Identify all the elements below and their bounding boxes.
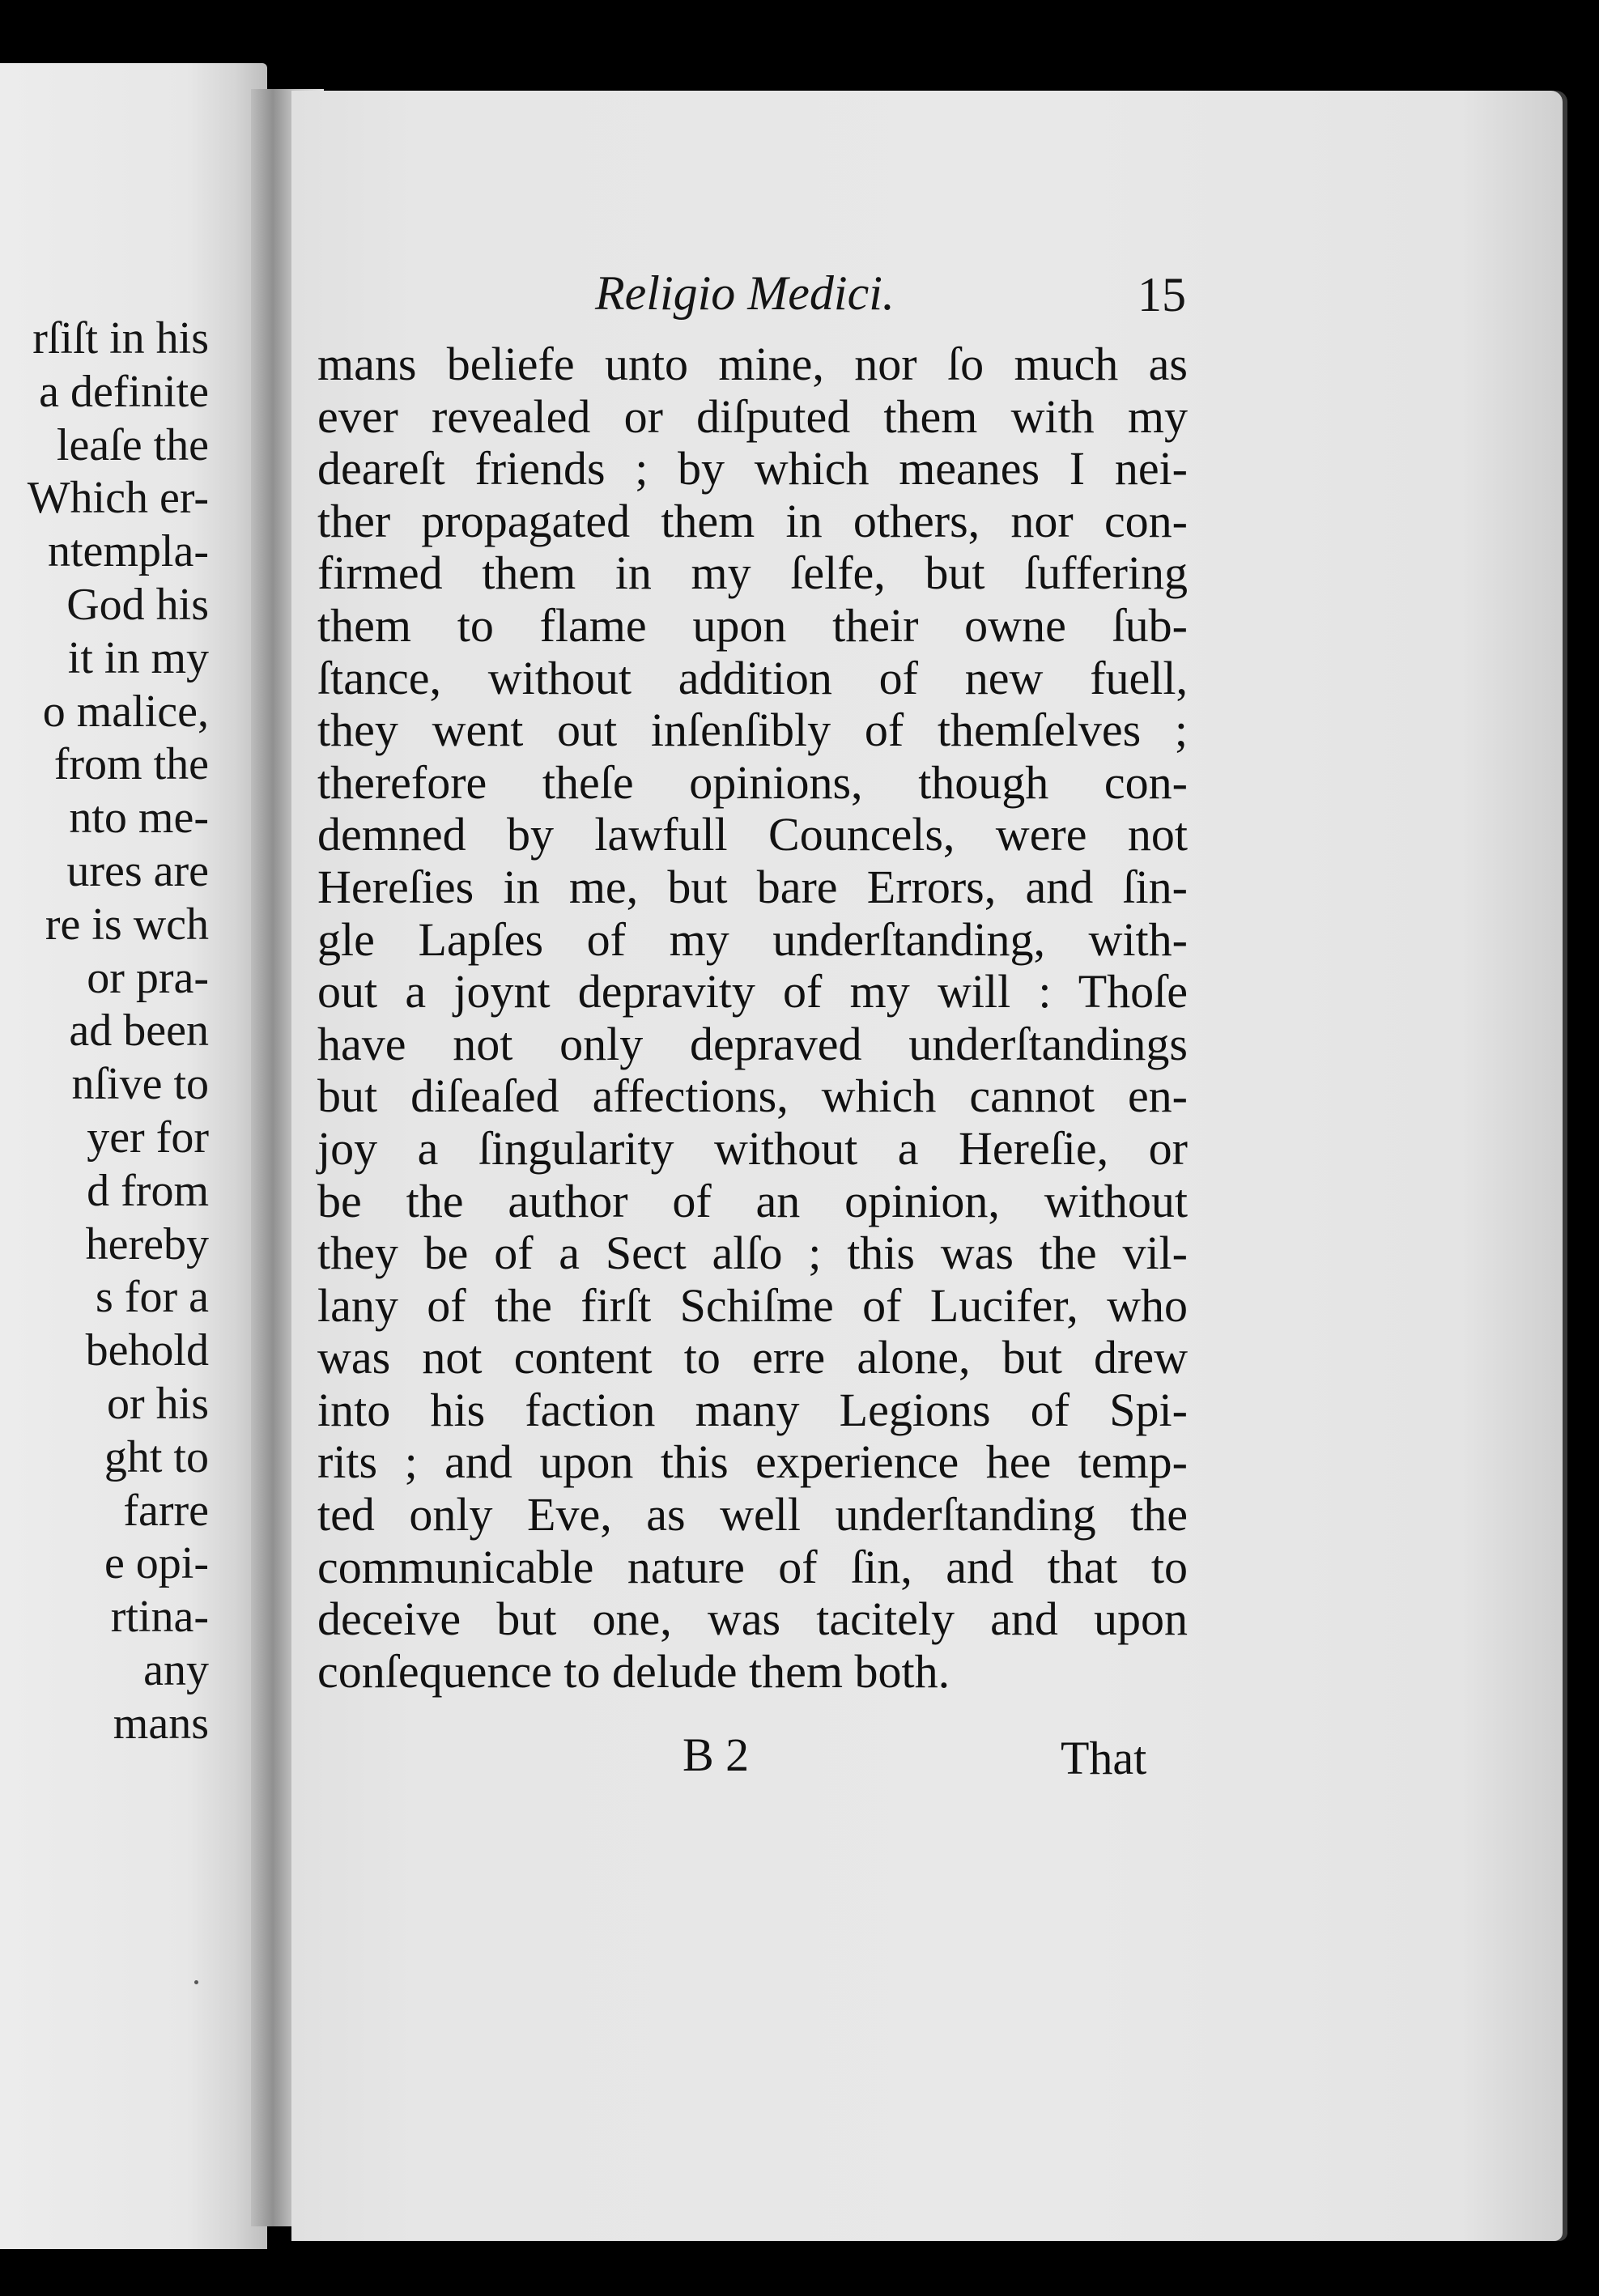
body-line: demned by lawfull Councels, were not [317,808,1188,861]
body-line: them to flame upon their owne ſub- [317,598,1188,652]
body-line: Hereſies in me, but bare Errors, and ſin- [317,860,1188,913]
body-line: rits ; and upon this experience hee temp- [317,1435,1188,1489]
left-line: d from [87,1165,209,1216]
body-line: be the author of an opinion, without [317,1174,1188,1227]
left-line: nto me- [69,793,209,844]
left-facing-page [0,63,267,2249]
body-line: out a joynt depravity of my will : Thoſe [317,965,1188,1018]
left-line: or pra- [87,952,209,1003]
left-line: re is wch [45,899,209,950]
left-line: s for a [96,1272,209,1323]
signature-mark: B 2 [683,1728,750,1781]
left-line: from the [53,739,209,790]
left-line: behold [85,1325,209,1376]
body-line: ever revealed or diſputed them with my [317,389,1188,443]
left-line: ght to [104,1431,209,1482]
left-line: rtina- [110,1592,209,1643]
catchword: That [1061,1732,1147,1784]
left-line: ad been [69,1006,209,1057]
body-line: was not content to erre alone, but drew [317,1331,1188,1384]
running-head: Religio Medici. [595,266,895,320]
left-line: any [143,1644,209,1695]
body-line: ſtance, without addition of new fuell, [317,651,1188,704]
body-line: deceive but one, was tacitely and upon [317,1592,1188,1646]
left-line: leaſe the [56,419,209,470]
left-line: ntempla- [47,526,209,577]
body-line: joy a ſingularity without a Hereſie, or [317,1121,1188,1175]
body-line: they be of a Sect alſo ; this was the vil- [317,1227,1188,1280]
left-line: ures are [66,845,209,896]
page-speck [194,1980,198,1984]
left-line: o malice, [42,686,209,737]
body-line: but diſeaſed affections, which cannot en- [317,1069,1188,1123]
left-line: a definite [39,366,209,417]
body-line: mans beliefe unto mine, nor ſo much as [317,338,1188,390]
left-line: yer for [87,1112,209,1163]
left-line: farre [123,1485,209,1536]
left-line: God his [66,579,209,630]
left-line: it in my [67,632,209,683]
body-line: have not only depraved underſtandings [317,1017,1188,1070]
page-number: 15 [1138,268,1186,321]
body-line: firmed them in my ſelfe, but ſuffering [317,546,1188,600]
body-line: communicable nature of ſin, and that to [317,1540,1188,1593]
page-body-text [317,338,1188,1698]
left-line: or his [107,1378,209,1429]
left-line: nſive to [71,1059,209,1110]
left-line: hereby [85,1218,209,1269]
body-line: conſequence to delude them both. [317,1644,950,1698]
body-line: ted only Eve, as well underſtanding the [317,1488,1188,1541]
body-line: into his faction many Legions of Spi- [317,1383,1188,1436]
left-line: mans [113,1698,209,1749]
left-line: e opi- [104,1538,209,1589]
body-line: ther propagated them in others, nor con- [317,494,1188,547]
body-line: they went out inſenſibly of themſelves ; [317,704,1188,757]
body-line: therefore theſe opinions, though con- [317,755,1188,809]
left-line: rſiſt in his [32,313,209,364]
body-line: gle Lapſes of my underſtanding, with- [317,912,1188,966]
left-page-text [28,313,209,1751]
body-line: deareſt friends ; by which meanes I nei- [317,442,1188,495]
left-line: Which er- [27,473,209,524]
body-line: lany of the firſt Schiſme of Lucifer, who [317,1278,1188,1332]
